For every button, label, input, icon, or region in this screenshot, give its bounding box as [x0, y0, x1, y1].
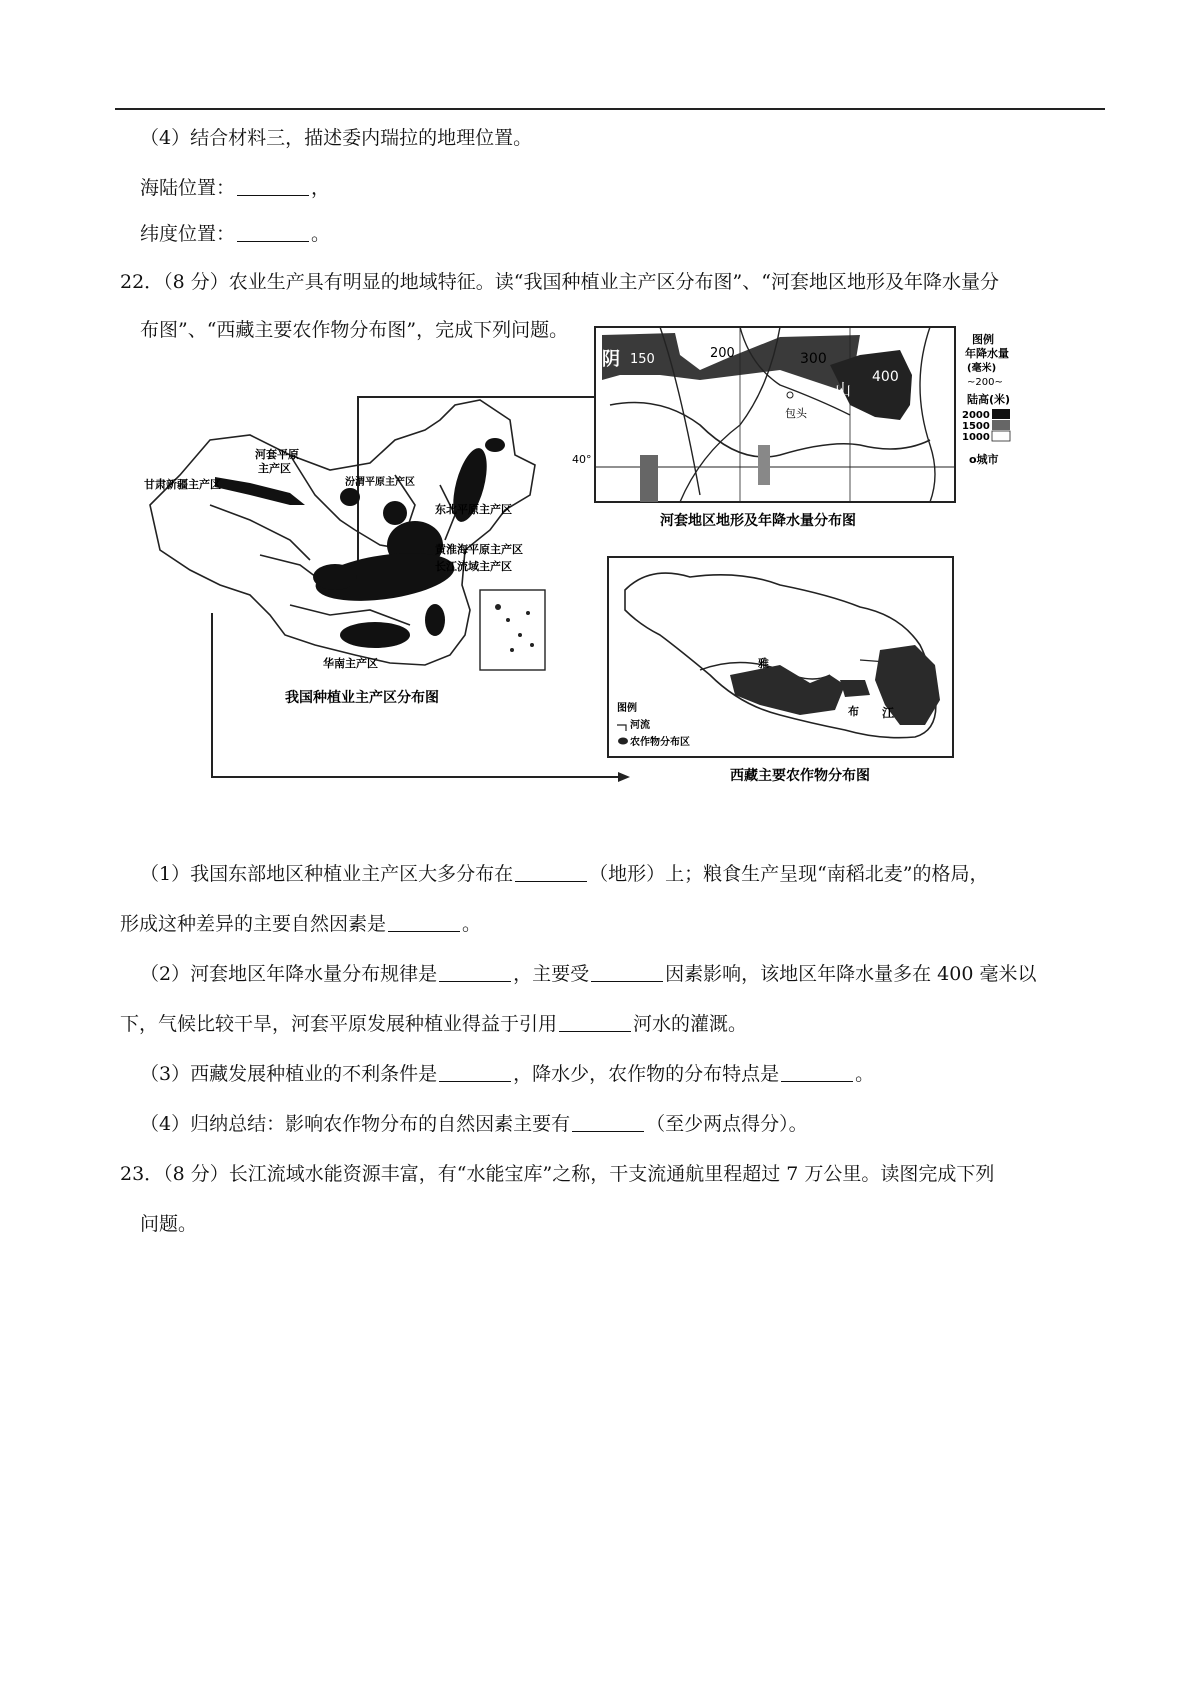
legend-crop: 农作物分布区 [630, 737, 690, 748]
crop-legend-icon [618, 738, 628, 745]
tibet-map-caption: 西藏主要农作物分布图 [730, 768, 870, 784]
sub2-text-c: 因素影响，该地区年降水量多在 400 毫米以 [665, 963, 1037, 985]
isohyet-150: 150 [630, 352, 655, 367]
q21-4-prompt: （4）结合材料三，描述委内瑞拉的地理位置。 [140, 127, 533, 149]
q23-line1: 23．（8 分）长江流域水能资源丰富，有“水能宝库”之称，干支流通航里程超过 7 万公里。读图完成下列 [120, 1163, 995, 1185]
label-yin: 阴 [602, 349, 620, 370]
hetao-map [572, 327, 1010, 529]
river-a: 雅 [758, 657, 769, 670]
sub2-text-d: 下，气候比较干旱，河套平原发展种植业得益于引用 [120, 1013, 558, 1035]
q22-figure [140, 333, 1060, 845]
label-hetao-2: 主产区 [258, 462, 291, 475]
label-baotou: 包头 [785, 407, 807, 420]
q21-4-sea-land [140, 176, 330, 200]
legend-city: o城市 [969, 453, 999, 466]
lat-40: 40° [572, 453, 592, 466]
isohyet-400: 400 [872, 369, 899, 385]
south-sea-inset [480, 590, 545, 670]
sub3-text-b: ，降水少，农作物的分布特点是 [513, 1063, 780, 1085]
sub2-text-e: 河水的灌溉。 [633, 1013, 748, 1035]
answer-blank[interactable] [572, 1113, 644, 1132]
arrow-head-icon [618, 772, 630, 782]
legend-elev-2000: 2000 [962, 410, 990, 421]
sub1-text-b: （地形）上；粮食生产呈现“南稻北麦”的格局， [589, 863, 989, 885]
answer-blank[interactable] [237, 223, 309, 242]
q23-line2: 问题。 [140, 1213, 198, 1235]
punct: ， [311, 177, 331, 199]
answer-blank[interactable] [388, 913, 460, 932]
q22-sub4 [140, 1112, 808, 1136]
answer-blank[interactable] [781, 1063, 853, 1082]
punct: 。 [855, 1063, 875, 1085]
label-huanghuaihai: 黄淮海平原主产区 [435, 543, 523, 556]
label-shan: 山 [835, 380, 852, 399]
q21-4-latitude [140, 222, 330, 246]
sub4-text-a: （4）归纳总结：影响农作物分布的自然因素主要有 [140, 1113, 571, 1135]
punct: 。 [462, 913, 482, 935]
label-changjiang: 长江流域主产区 [435, 560, 512, 573]
legend-river: 河流 [630, 720, 650, 731]
sea-land-label: 海陆位置： [140, 177, 236, 199]
answer-blank[interactable] [439, 1063, 511, 1082]
label-gansu: 甘肃新疆主产区 [144, 478, 221, 491]
answer-blank[interactable] [591, 963, 663, 982]
answer-blank[interactable] [237, 177, 309, 196]
tibet-map [608, 557, 953, 784]
legend-elev-1500: 1500 [962, 421, 990, 432]
china-map [150, 400, 535, 665]
q22-stem-line2: 布图”、“西藏主要农作物分布图”，完成下列问题。 [140, 319, 569, 341]
q22-sub3 [140, 1062, 874, 1086]
legend-precip: 年降水量 [965, 347, 1009, 360]
answer-blank[interactable] [439, 963, 511, 982]
latitude-label: 纬度位置： [140, 223, 236, 245]
q22-sub2-line1 [140, 962, 1036, 986]
sub1-text-a: （1）我国东部地区种植业主产区大多分布在 [140, 863, 514, 885]
sub1-text-c: 形成这种差异的主要自然因素是 [120, 913, 387, 935]
tibet-legend-title: 图例 [617, 703, 637, 714]
hetao-map-caption: 河套地区地形及年降水量分布图 [660, 513, 856, 529]
header-rule [115, 108, 1105, 110]
punct: 。 [311, 223, 331, 245]
sub2-text-b: ，主要受 [513, 963, 590, 985]
sub3-text-a: （3）西藏发展种植业的不利条件是 [140, 1063, 438, 1085]
answer-blank[interactable] [559, 1013, 631, 1032]
isohyet-200: 200 [710, 346, 735, 361]
label-huanan: 华南主产区 [323, 657, 378, 670]
sub4-text-b: （至少两点得分）。 [646, 1113, 808, 1135]
label-fenwei: 汾渭平原主产区 [345, 477, 415, 488]
river-c: 江 [882, 706, 895, 720]
label-northeast: 东北平原主产区 [435, 503, 512, 516]
q22-stem-line1: 22．（8 分）农业生产具有明显的地域特征。读“我国种植业主产区分布图”、“河套地区地形及年降水量分 [120, 271, 999, 293]
legend-elev: 陆高(米) [967, 393, 1011, 406]
isohyet-300: 300 [800, 351, 827, 367]
inset-islands [495, 604, 534, 652]
q22-sub2-line2 [120, 1012, 747, 1036]
river-b: 布 [848, 705, 859, 718]
legend-precip-unit: (毫米) [967, 363, 997, 374]
answer-blank[interactable] [515, 863, 587, 882]
legend-precip-sample: ~200~ [967, 377, 1003, 388]
label-hetao-1: 河套平原 [255, 448, 299, 461]
hetao-legend-title: 图例 [972, 333, 994, 346]
china-map-caption: 我国种植业主产区分布图 [285, 690, 439, 706]
sub2-text-a: （2）河套地区年降水量分布规律是 [140, 963, 438, 985]
q22-sub1-line1 [140, 862, 989, 886]
legend-elev-1000: 1000 [962, 432, 990, 443]
q22-sub1-line2 [120, 912, 481, 936]
